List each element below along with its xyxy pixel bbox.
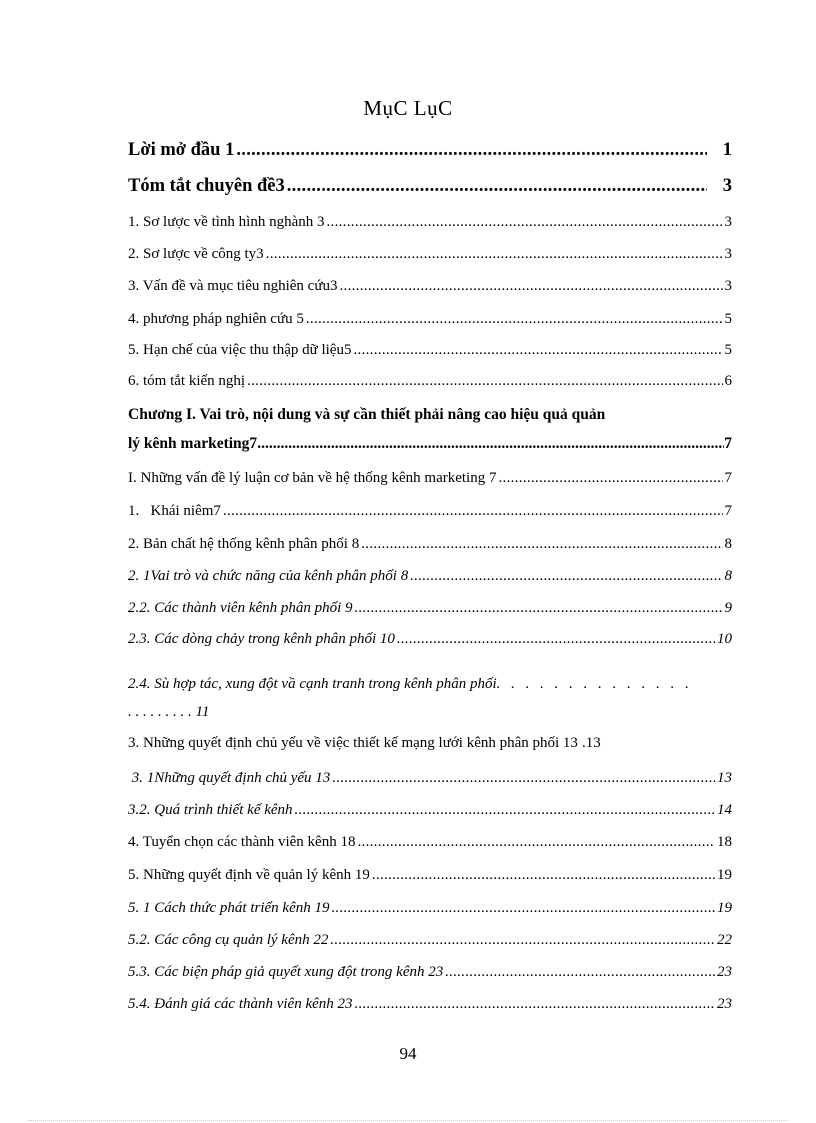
toc-leader bbox=[353, 342, 722, 359]
toc-leader bbox=[330, 932, 715, 949]
toc-leader bbox=[355, 996, 715, 1013]
toc-entry[interactable] bbox=[128, 176, 732, 197]
toc-page: 7 bbox=[724, 435, 732, 452]
toc-entry-text: lý kênh marketing7 bbox=[128, 435, 258, 452]
toc-leader bbox=[306, 311, 723, 328]
toc-leader bbox=[266, 246, 723, 263]
toc-entry[interactable] bbox=[128, 278, 732, 295]
toc-page: .13 bbox=[581, 735, 601, 751]
toc-entry[interactable] bbox=[128, 996, 732, 1013]
toc-entry[interactable] bbox=[128, 867, 732, 884]
toc-leader bbox=[295, 802, 715, 819]
toc-leader bbox=[355, 600, 723, 617]
toc-entry-text: 2. 1Vai trò và chức năng của kênh phân phối 8 bbox=[128, 568, 409, 584]
toc-leader: . . . . . . . . . . . . . . bbox=[496, 676, 693, 692]
toc-page: 3 bbox=[724, 214, 732, 230]
toc-entry[interactable] bbox=[128, 311, 732, 328]
toc-page: 13 bbox=[717, 770, 732, 786]
toc-page: 7 bbox=[724, 503, 732, 519]
toc-page: 23 bbox=[717, 964, 732, 980]
toc-page: 8 bbox=[724, 568, 732, 584]
toc-entry-chapter[interactable] bbox=[128, 400, 732, 458]
toc-entry[interactable] bbox=[128, 735, 732, 752]
toc-entry-text: 5. 1 Cách thức phát triển kênh 19 bbox=[128, 900, 330, 916]
toc-leader bbox=[357, 834, 715, 851]
toc-page: 14 bbox=[717, 802, 732, 818]
toc-page: 10 bbox=[717, 631, 732, 647]
toc-leader bbox=[339, 278, 722, 295]
toc-entry-text: Tóm tắt chuyên đề3 bbox=[128, 176, 285, 196]
toc-entry-text: 4. Tuyển chọn các thành viên kênh 18 bbox=[128, 834, 356, 850]
toc-page: 23 bbox=[717, 996, 732, 1012]
toc-leader bbox=[326, 214, 722, 231]
toc-entry[interactable] bbox=[128, 246, 732, 263]
toc-entry[interactable] bbox=[128, 568, 732, 585]
toc-leader bbox=[247, 373, 722, 390]
toc-page: 19 bbox=[717, 900, 732, 916]
toc-page: 1 bbox=[722, 140, 732, 160]
toc-leader bbox=[331, 900, 715, 917]
toc-entry-text: 5. Hạn chế của việc thu thập dữ liệu5 bbox=[128, 342, 352, 358]
toc-entry-text: 5.2. Các công cụ quản lý kênh 22 bbox=[128, 932, 329, 948]
toc-entry-text: 2. Bản chất hệ thống kênh phân phối 8 bbox=[128, 536, 360, 552]
toc-entry[interactable] bbox=[128, 503, 732, 520]
toc-entry-text: 3.2. Quá trình thiết kế kênh bbox=[128, 802, 293, 818]
toc-entry-text: . . . . . . . . . 11 bbox=[128, 704, 210, 720]
toc-page: 9 bbox=[724, 600, 732, 616]
toc-page: 22 bbox=[717, 932, 732, 948]
toc-entry[interactable] bbox=[128, 670, 732, 726]
toc-leader bbox=[332, 770, 715, 787]
toc-page: 5 bbox=[724, 311, 732, 327]
toc-entry-text: 2.4. Sù hợp tác, xung đột vầ cạnh tranh trong kênh phân phối bbox=[128, 676, 497, 692]
toc-page: 5 bbox=[724, 342, 732, 358]
page-bottom-border bbox=[28, 1120, 788, 1121]
toc-entry-text: Chương I. Vai trò, nội dung và sự cần thiết phải nâng cao hiệu quả quản bbox=[128, 406, 606, 423]
toc-entry[interactable] bbox=[128, 600, 732, 617]
toc-page: 8 bbox=[724, 536, 732, 552]
toc-entry[interactable] bbox=[128, 900, 732, 917]
page-number: 94 bbox=[399, 1044, 417, 1063]
toc-entry-text: 2.2. Các thành viên kênh phân phối 9 bbox=[128, 600, 353, 616]
toc-leader bbox=[361, 536, 722, 553]
toc-leader bbox=[257, 429, 724, 458]
toc-leader bbox=[372, 867, 715, 884]
toc-leader bbox=[410, 568, 722, 585]
toc-entry[interactable] bbox=[128, 964, 732, 981]
toc-leader bbox=[236, 140, 706, 161]
toc-entry-text: 2.3. Các dòng chảy trong kênh phân phối 10 bbox=[128, 631, 395, 647]
toc-entry[interactable] bbox=[128, 631, 732, 648]
toc-page: 7 bbox=[724, 470, 732, 486]
toc-page: 3 bbox=[724, 246, 732, 262]
toc-entry-text: I. Những vấn đề lý luận cơ bản về hệ thống kênh marketing 7 bbox=[128, 470, 497, 486]
toc-entry-text: 3. 1Những quyết định chủ yếu 13 bbox=[128, 770, 331, 786]
toc-entry[interactable] bbox=[128, 834, 732, 851]
toc-entry-text: 3. Vấn đề và mục tiêu nghiên cứu3 bbox=[128, 278, 338, 294]
toc-entry-text: 5.4. Đánh giá các thành viên kênh 23 bbox=[128, 996, 353, 1012]
toc-page: 3 bbox=[722, 176, 732, 196]
toc-entry[interactable] bbox=[128, 342, 732, 359]
toc-entry-text: 1. Sơ lược về tình hình nghành 3 bbox=[128, 214, 325, 230]
toc-entry[interactable] bbox=[128, 140, 732, 161]
toc-entry[interactable] bbox=[128, 536, 732, 553]
toc-entry[interactable] bbox=[128, 373, 732, 390]
toc-entry[interactable] bbox=[128, 770, 732, 787]
toc-entry-text: 6. tóm tắt kiến nghị bbox=[128, 373, 246, 389]
toc-page: 19 bbox=[717, 867, 732, 883]
toc-entry-text: Lời mở đầu 1 bbox=[128, 140, 235, 160]
toc-entry-text: 4. phương pháp nghiên cứu 5 bbox=[128, 311, 304, 327]
toc-leader bbox=[498, 470, 722, 487]
toc-leader bbox=[223, 503, 723, 520]
toc-entry-text: 2. Sơ lược về công ty3 bbox=[128, 246, 264, 262]
toc-leader bbox=[287, 176, 707, 197]
toc-entry-text: 1. Khái niêm7 bbox=[128, 503, 221, 519]
toc-entry[interactable] bbox=[128, 214, 732, 231]
toc-entry-text: 3. Những quyết định chủ yếu về việc thiết kế mạng lưới kênh phân phối 13 bbox=[128, 735, 578, 751]
toc-entry[interactable] bbox=[128, 470, 732, 487]
toc-page: 18 bbox=[717, 834, 732, 850]
toc-page: 6 bbox=[724, 373, 732, 389]
toc-leader bbox=[397, 631, 715, 648]
toc-entry[interactable] bbox=[128, 802, 732, 819]
toc-entry[interactable] bbox=[128, 932, 732, 949]
toc-entry-text: 5.3. Các biện pháp giả quyết xung đột trong kênh 23 bbox=[128, 964, 444, 980]
toc-leader bbox=[445, 964, 715, 981]
toc-page: 3 bbox=[724, 278, 732, 294]
toc-entry-text: 5. Những quyết định về quản lý kênh 19 bbox=[128, 867, 370, 883]
page-title: MụC LụC bbox=[363, 96, 453, 120]
